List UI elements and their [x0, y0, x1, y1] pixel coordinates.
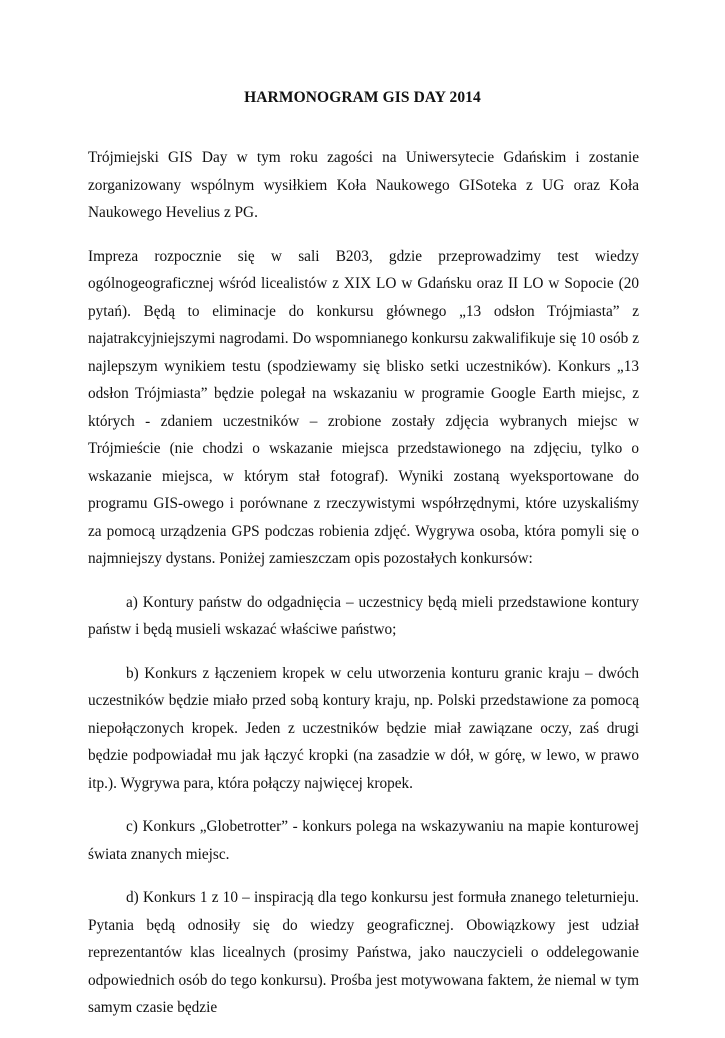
contest-c-paragraph: c) Konkurs „Globetrotter” - konkurs polega na wskazywaniu na mapie konturowej świata znanych miejsc. — [88, 818, 639, 863]
document-body — [88, 144, 639, 1038]
contest-a-paragraph: a) Kontury państw do odgadnięcia – uczestnicy będą mieli przedstawione kontury państw i będą musieli wskazać właściwe państwo; — [88, 593, 639, 638]
document-title: HARMONOGRAM GIS DAY 2014 — [244, 89, 481, 106]
event-description-paragraph: Impreza rozpocznie się w sali B203, gdzie przeprowadzimy test wiedzy ogólnogeograficznej wśród licealistów z XIX LO w Gdańsku oraz II LO w Sopocie (20 pytań). Będą to eliminacje do konkursu głównego „13 odsłon Trójmiasta” z najatrakcyjniejszymi nagrodami. Do wspomnianego konkursu zakwalifikuje się 10 osób z najlepszym wynikiem testu (spodziewamy się blisko setki uczestników). Konkurs „13 odsłon Trójmiasta” będzie polegał na wskazaniu w programie Google Earth miejsc, z których - zdaniem uczestników – zrobione zostały zdjęcia wybranych miejsc w Trójmieście (nie chodzi o wskazanie miejsca przedstawionego na zdjęciu, tylko o wskazanie miejsca, w którym stał fotograf). Wyniki zostaną wyeksportowane do programu GIS-owego i porównane z rzeczywistymi współrzędnymi, które uzyskaliśmy za pomocą urządzenia GPS podczas robienia zdjęć. Wygrywa osoba, która pomyli się o najmniejszy dystans. Poniżej zamieszczam opis pozostałych konkursów: — [88, 247, 639, 567]
contest-b-paragraph: b) Konkurs z łączeniem kropek w celu utworzenia konturu granic kraju – dwóch uczestników będzie miało przed sobą kontury kraju, np. Polski przedstawione za pomocą niepołączonych kropek. Jeden z uczestników będzie miał zawiązane oczy, zaś drugi będzie podpowiadał mu jak łączyć kropki (na zasadzie w dół, w górę, w lewo, w prawo itp.). Wygrywa para, która połączy najwięcej kropek. — [88, 664, 639, 792]
contest-d-paragraph: d) Konkurs 1 z 10 – inspiracją dla tego konkursu jest formuła znanego teleturnieju. Pytania będą odnosiły się do wiedzy geograficznej. Obowiązkowy jest udział reprezentantów klas licealnych (prosimy Państwa, jako nauczycieli o oddelegowanie odpowiednich osób do tego konkursu). Prośba jest motywowana faktem, że niemal w tym samym czasie będzie — [88, 889, 639, 1016]
intro-paragraph: Trójmiejski GIS Day w tym roku zagości na Uniwersytecie Gdańskim i zostanie zorganizowany wspólnym wysiłkiem Koła Naukowego GISoteka z UG oraz Koła Naukowego Hevelius z PG. — [88, 149, 639, 221]
